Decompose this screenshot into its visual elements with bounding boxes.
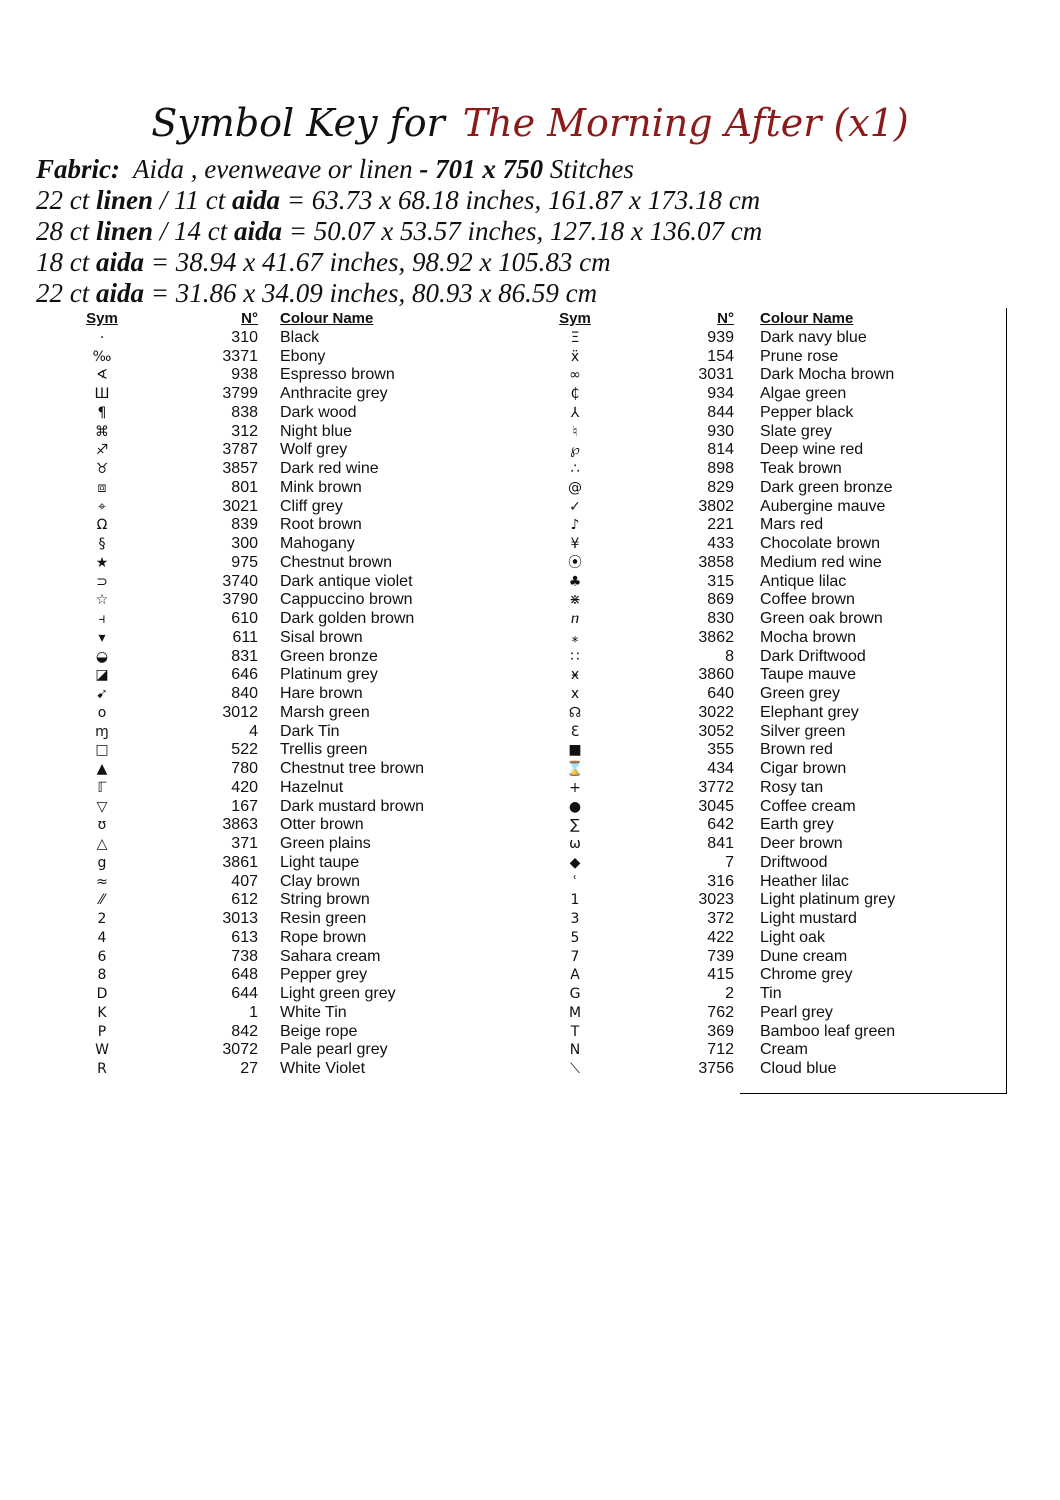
thread-number-cell: 646 <box>231 666 258 684</box>
colour-name-cell: Deer brown <box>760 835 843 852</box>
colour-name-cell: Mocha brown <box>760 628 857 646</box>
symbol-cell: ⫞ <box>98 611 106 627</box>
colour-name-cell: Mahogany <box>280 535 355 552</box>
colour-name-cell: Hare brown <box>280 685 363 702</box>
thread-number-cell: 8 <box>725 647 734 665</box>
colour-name-cell: Dark mustard brown <box>280 797 425 815</box>
thread-number-cell: 712 <box>707 1041 734 1059</box>
colour-name-cell: Espresso brown <box>280 366 395 384</box>
thread-number-cell: 934 <box>707 385 734 402</box>
colour-name-cell: Dark Tin <box>280 722 340 740</box>
colour-name-cell: Black <box>280 328 320 346</box>
colour-name-cell: Prune rose <box>760 347 839 365</box>
thread-number-cell: 420 <box>231 778 258 796</box>
colour-name-cell: Dark navy blue <box>760 328 867 346</box>
symbol-cell: ≈ <box>96 873 108 890</box>
colour-name-cell: Anthracite grey <box>280 385 388 402</box>
colour-name-cell: Night blue <box>280 422 353 440</box>
symbol-cell: @ <box>568 479 582 496</box>
colour-name-cell: Green plains <box>280 835 371 852</box>
colour-name-cell: Brown red <box>760 741 833 759</box>
thread-number-cell: 939 <box>707 328 734 346</box>
colour-name-cell: Marsh green <box>280 703 370 721</box>
thread-number-cell: 830 <box>707 610 734 627</box>
thread-number-cell: 167 <box>231 797 258 815</box>
thread-number-cell: 938 <box>231 366 258 384</box>
symbol-cell: 5 <box>570 929 580 946</box>
thread-number-cell: 739 <box>707 947 734 965</box>
colour-name-cell: Root brown <box>280 516 362 534</box>
thread-number-cell: 3857 <box>222 460 258 477</box>
symbol-cell: ➹ <box>96 686 108 702</box>
thread-number-cell: 310 <box>231 328 258 346</box>
colour-name-cell: Coffee brown <box>760 591 855 609</box>
symbol-cell: ◪ <box>95 667 109 684</box>
colour-name-cell: Heather lilac <box>760 872 849 890</box>
thread-number-cell: 612 <box>231 891 258 909</box>
colour-name-cell: Deep wine red <box>760 441 864 459</box>
thread-number-cell: 3371 <box>222 347 258 365</box>
thread-number-cell: 640 <box>707 685 734 702</box>
symbol-cell: ◆ <box>569 854 581 871</box>
colour-name-cell: Green bronze <box>280 647 378 665</box>
colour-name-cell: Resin green <box>280 910 367 927</box>
colour-name-cell: Driftwood <box>760 853 828 871</box>
colour-name-cell: Clay brown <box>280 872 361 890</box>
symbol-cell: M <box>568 1004 582 1021</box>
table-border-bottom <box>740 1093 1007 1094</box>
symbol-cell: 7 <box>570 948 580 965</box>
thread-number-cell: 762 <box>707 1003 734 1021</box>
colour-name-cell: Dark Mocha brown <box>760 366 895 384</box>
colour-name-cell: Dark Driftwood <box>760 647 866 665</box>
colour-name-cell: Dark green bronze <box>760 478 893 496</box>
symbol-cell: ☆ <box>95 592 109 609</box>
thread-number-cell: 3863 <box>222 816 258 834</box>
thread-number-cell: 611 <box>232 628 258 646</box>
thread-number-cell: 422 <box>707 928 734 946</box>
sym-header: Sym <box>559 310 591 327</box>
symbol-cell: o <box>97 704 107 721</box>
thread-number-cell: 3012 <box>222 703 258 721</box>
symbol-cell: ♪ <box>570 517 580 534</box>
symbol-cell: W <box>95 1042 109 1059</box>
thread-number-cell: 613 <box>231 928 258 946</box>
thread-number-cell: 840 <box>231 685 258 702</box>
symbol-cell: · <box>99 329 105 346</box>
colour-name-cell: Bamboo leaf green <box>760 1022 896 1040</box>
symbol-cell: R <box>97 1061 107 1077</box>
number-header: N° <box>717 310 734 327</box>
thread-number-cell: 842 <box>231 1022 258 1040</box>
symbol-cell: G <box>569 986 581 1002</box>
size-line: 18 ct aida = 38.94 x 41.67 inches, 98.92 x 105.83 cm <box>36 247 611 277</box>
thread-number-cell: 3031 <box>698 366 734 384</box>
symbol-cell: ⅄ <box>570 404 580 421</box>
fabric-specs <box>36 154 1046 309</box>
colour-name-cell: Light mustard <box>760 910 857 927</box>
thread-number-cell: 829 <box>707 478 734 496</box>
thread-number-cell: 1 <box>249 1003 258 1021</box>
symbol-cell: ∷ <box>570 648 580 665</box>
symbol-cell: + <box>569 779 581 796</box>
thread-number-cell: 27 <box>240 1060 258 1077</box>
colour-name-cell: Otter brown <box>280 816 364 834</box>
colour-name-cell: Green grey <box>760 685 841 702</box>
symbol-cell: ⦿ <box>568 554 582 571</box>
symbol-cell: ▽ <box>96 798 108 815</box>
thread-number-cell: 3022 <box>698 703 734 721</box>
colour-name-cell: Cappuccino brown <box>280 591 413 609</box>
symbol-cell: ☊ <box>568 704 582 721</box>
symbol-cell: ♣ <box>568 573 582 590</box>
thread-number-cell: 839 <box>231 516 258 534</box>
stitch-count: 701 x 750 <box>435 154 544 184</box>
colour-name-cell: Dark golden brown <box>280 610 415 627</box>
thread-number-cell: 844 <box>707 403 734 421</box>
thread-number-cell: 372 <box>707 910 734 927</box>
thread-number-cell: 2 <box>725 985 734 1002</box>
thread-number-cell: 3072 <box>222 1041 258 1059</box>
thread-number-cell: 738 <box>231 947 258 965</box>
thread-number-cell: 780 <box>231 760 258 777</box>
thread-number-cell: 3023 <box>698 891 734 909</box>
colour-name-cell: Hazelnut <box>280 778 344 796</box>
symbol-cell: ⌖ <box>98 498 106 515</box>
colour-name-cell: Medium red wine <box>760 553 882 571</box>
thread-number-cell: 3787 <box>222 441 258 459</box>
symbol-cell: ẍ <box>570 348 580 365</box>
fabric-label: Fabric: <box>36 154 120 184</box>
symbol-cell: ӿ <box>570 667 580 684</box>
symbol-cell: ∴ <box>570 461 580 477</box>
thread-number-cell: 642 <box>707 816 734 834</box>
colour-name-cell: Chestnut tree brown <box>280 760 425 777</box>
symbol-cell: ʿ <box>572 873 578 890</box>
symbol-cell: ₵ <box>570 386 580 402</box>
thread-number-cell: 648 <box>231 966 258 984</box>
symbol-cell: ◒ <box>95 648 109 665</box>
thread-number-cell: 3862 <box>698 628 734 646</box>
symbol-cell: g <box>97 854 107 871</box>
symbol-cell: △ <box>96 836 108 852</box>
symbol-cell: ✓ <box>569 498 581 515</box>
colour-name-cell: Dark antique violet <box>280 572 413 590</box>
colour-name-cell: Slate grey <box>760 422 833 440</box>
thread-number-cell: 415 <box>707 966 734 984</box>
colour-name-cell: Cloud blue <box>760 1060 837 1077</box>
sym-header: Sym <box>86 310 118 327</box>
colour-name-cell: Earth grey <box>760 816 834 834</box>
colour-name-cell: White Violet <box>280 1060 366 1077</box>
title-prefix: Symbol Key for <box>151 101 445 145</box>
colour-name-cell: Dark wood <box>280 403 357 421</box>
thread-number-cell: 3772 <box>698 778 734 796</box>
symbol-cell: ⟍ <box>570 1061 580 1077</box>
thread-number-cell: 869 <box>707 591 734 609</box>
colour-name-header: Colour Name <box>280 310 374 327</box>
colour-name-cell: Light green grey <box>280 985 396 1002</box>
colour-name-cell: Aubergine mauve <box>760 497 886 515</box>
thread-number-cell: 4 <box>249 722 258 740</box>
thread-number-cell: 221 <box>707 516 734 534</box>
colour-name-cell: Sisal brown <box>280 628 363 646</box>
colour-name-cell: Light oak <box>760 928 825 946</box>
colour-name-cell: Wolf grey <box>280 441 348 459</box>
thread-number-cell: 433 <box>707 535 734 552</box>
thread-number-cell: 644 <box>231 985 258 1002</box>
symbol-cell: ‰ <box>92 348 112 365</box>
thread-number-cell: 3045 <box>698 797 734 815</box>
symbol-cell: ¶ <box>97 404 107 421</box>
symbol-cell: A <box>570 967 580 984</box>
colour-name-cell: Chestnut brown <box>280 553 393 571</box>
number-header: N° <box>241 310 258 327</box>
symbol-cell: ● <box>568 798 582 815</box>
thread-number-cell: 3756 <box>698 1060 734 1077</box>
thread-number-cell: 407 <box>231 872 258 890</box>
colour-name-cell: Mars red <box>760 516 824 534</box>
thread-number-cell: 898 <box>707 460 734 477</box>
thread-number-cell: 814 <box>707 441 734 459</box>
thread-number-cell: 3740 <box>222 572 258 590</box>
thread-number-cell: 316 <box>707 872 734 890</box>
colour-name-cell: Antique lilac <box>760 572 847 590</box>
colour-name-cell: White Tin <box>280 1003 347 1021</box>
colour-name-cell: String brown <box>280 891 370 909</box>
colour-name-cell: Elephant grey <box>760 703 859 721</box>
symbol-cell: Ω <box>96 517 108 534</box>
size-line: 28 ct linen / 14 ct aida = 50.07 x 53.57 inches, 127.18 x 136.07 cm <box>36 216 763 246</box>
colour-name-cell: Rope brown <box>280 928 367 946</box>
symbol-cell: ω <box>569 836 581 852</box>
thread-number-cell: 841 <box>707 835 734 852</box>
thread-number-cell: 522 <box>231 741 258 759</box>
symbol-cell: ɱ <box>95 723 109 740</box>
colour-name-cell: Trellis green <box>280 741 368 759</box>
thread-number-cell: 3052 <box>698 722 734 740</box>
colour-name-cell: Cream <box>760 1041 809 1059</box>
symbol-cell: P <box>97 1023 107 1040</box>
colour-name-cell: Green oak brown <box>760 610 883 627</box>
thread-number-cell: 3802 <box>698 497 734 515</box>
thread-number-cell: 831 <box>231 647 258 665</box>
symbol-cell: ♐ <box>95 442 109 459</box>
colour-name-cell: Pearl grey <box>760 1003 833 1021</box>
symbol-cell: □ <box>95 742 109 759</box>
symbol-cell: ∢ <box>96 367 108 384</box>
colour-name-cell: Tin <box>760 985 782 1002</box>
symbol-cell: ʊ <box>97 817 107 834</box>
thread-number-cell: 3790 <box>222 591 258 609</box>
symbol-cell: 8 <box>97 967 107 984</box>
colour-name-cell: Light taupe <box>280 853 360 871</box>
colour-name-cell: Dark red wine <box>280 460 379 477</box>
pattern-name: The Morning After (x1) <box>462 101 909 145</box>
colour-name-cell: Cliff grey <box>280 497 343 515</box>
colour-name-cell: Cigar brown <box>760 760 847 777</box>
symbol-cell: ⊃ <box>96 573 108 590</box>
colour-name-cell: Silver green <box>760 722 846 740</box>
symbol-cell: N <box>569 1042 581 1059</box>
thread-number-cell: 930 <box>707 422 734 440</box>
thread-number-cell: 355 <box>707 741 734 759</box>
symbol-cell: ∞ <box>569 367 581 384</box>
symbol-cell: 6 <box>97 948 107 965</box>
thread-number-cell: 154 <box>707 347 734 365</box>
symbol-cell: ▾ <box>98 629 106 646</box>
symbol-cell: ⁎ <box>571 629 579 646</box>
fabric-types: Aida , evenweave or linen <box>133 154 413 184</box>
symbol-cell: ■ <box>568 742 582 759</box>
colour-name-header: Colour Name <box>760 310 854 327</box>
thread-number-cell: 801 <box>231 478 258 496</box>
colour-name-cell: Taupe mauve <box>760 666 857 684</box>
colour-name-cell: Pepper black <box>760 403 854 421</box>
page-title <box>0 96 1060 150</box>
thread-number-cell: 3021 <box>222 497 258 515</box>
thread-number-cell: 315 <box>707 572 734 590</box>
colour-name-cell: Rosy tan <box>760 778 824 796</box>
symbol-cell: Ɛ <box>570 723 580 740</box>
symbol-cell: ★ <box>95 554 109 571</box>
symbol-cell: T <box>570 1023 580 1040</box>
fabric-dash: - <box>419 154 429 184</box>
colour-name-cell: Teak brown <box>760 460 842 477</box>
symbol-cell: ⌛ <box>566 761 584 777</box>
stitches-word: Stitches <box>549 154 634 184</box>
symbol-cell: ℘ <box>570 442 580 459</box>
thread-number-cell: 3799 <box>222 385 258 402</box>
colour-name-cell: Platinum grey <box>280 666 378 684</box>
symbol-cell: ¥ <box>570 536 580 552</box>
symbol-cell: ♮ <box>572 423 578 440</box>
thread-number-cell: 3860 <box>698 666 734 684</box>
thread-number-cell: 3858 <box>698 553 734 571</box>
colour-name-cell: Pale pearl grey <box>280 1041 388 1059</box>
symbol-cell: ⧈ <box>97 479 107 496</box>
colour-name-cell: Dune cream <box>760 947 848 965</box>
symbol-cell: x <box>570 686 580 702</box>
thread-number-cell: 300 <box>231 535 258 552</box>
symbol-cell: ♉ <box>95 461 109 477</box>
colour-name-cell: Light platinum grey <box>760 891 896 909</box>
symbol-cell: ℾ <box>97 779 107 796</box>
symbol-cell: 3 <box>570 911 580 927</box>
symbol-cell: ⁄⁄ <box>99 892 105 909</box>
colour-name-cell: Ebony <box>280 347 326 365</box>
thread-number-cell: 369 <box>707 1022 734 1040</box>
colour-name-cell: Chrome grey <box>760 966 853 984</box>
symbol-cell: K <box>97 1004 107 1021</box>
symbol-cell: Ξ <box>570 329 580 346</box>
colour-name-cell: Pepper grey <box>280 966 368 984</box>
symbol-cell: Ш <box>94 386 110 402</box>
thread-number-cell: 3013 <box>222 910 258 927</box>
symbol-cell: 1 <box>570 892 580 909</box>
symbol-cell: ⴖ <box>570 611 580 627</box>
thread-number-cell: 975 <box>231 553 258 571</box>
symbol-cell: ∑ <box>570 817 580 834</box>
symbol-cell: ⌘ <box>95 423 109 440</box>
table-border-right <box>1006 308 1007 1094</box>
symbol-cell: ⋇ <box>569 592 581 609</box>
colour-name-cell: Beige rope <box>280 1022 358 1040</box>
symbol-cell: 4 <box>97 929 107 946</box>
symbol-cell: § <box>98 536 106 552</box>
size-line: 22 ct linen / 11 ct aida = 63.73 x 68.18 inches, 161.87 x 173.18 cm <box>36 185 761 215</box>
symbol-cell: D <box>96 986 108 1002</box>
thread-number-cell: 838 <box>231 403 258 421</box>
thread-number-cell: 434 <box>707 760 734 777</box>
colour-name-cell: Chocolate brown <box>760 535 881 552</box>
size-line: 22 ct aida = 31.86 x 34.09 inches, 80.93 x 86.59 cm <box>36 278 598 308</box>
thread-number-cell: 7 <box>725 853 734 871</box>
colour-name-cell: Algae green <box>760 385 847 402</box>
thread-number-cell: 610 <box>231 610 258 627</box>
colour-name-cell: Mink brown <box>280 478 362 496</box>
thread-number-cell: 312 <box>231 422 258 440</box>
symbol-cell: 2 <box>97 911 107 927</box>
colour-name-cell: Coffee cream <box>760 797 856 815</box>
fabric-line <box>36 154 1046 185</box>
colour-name-cell: Sahara cream <box>280 947 381 965</box>
symbol-cell: ▲ <box>96 761 108 777</box>
thread-number-cell: 371 <box>231 835 258 852</box>
thread-number-cell: 3861 <box>222 853 258 871</box>
